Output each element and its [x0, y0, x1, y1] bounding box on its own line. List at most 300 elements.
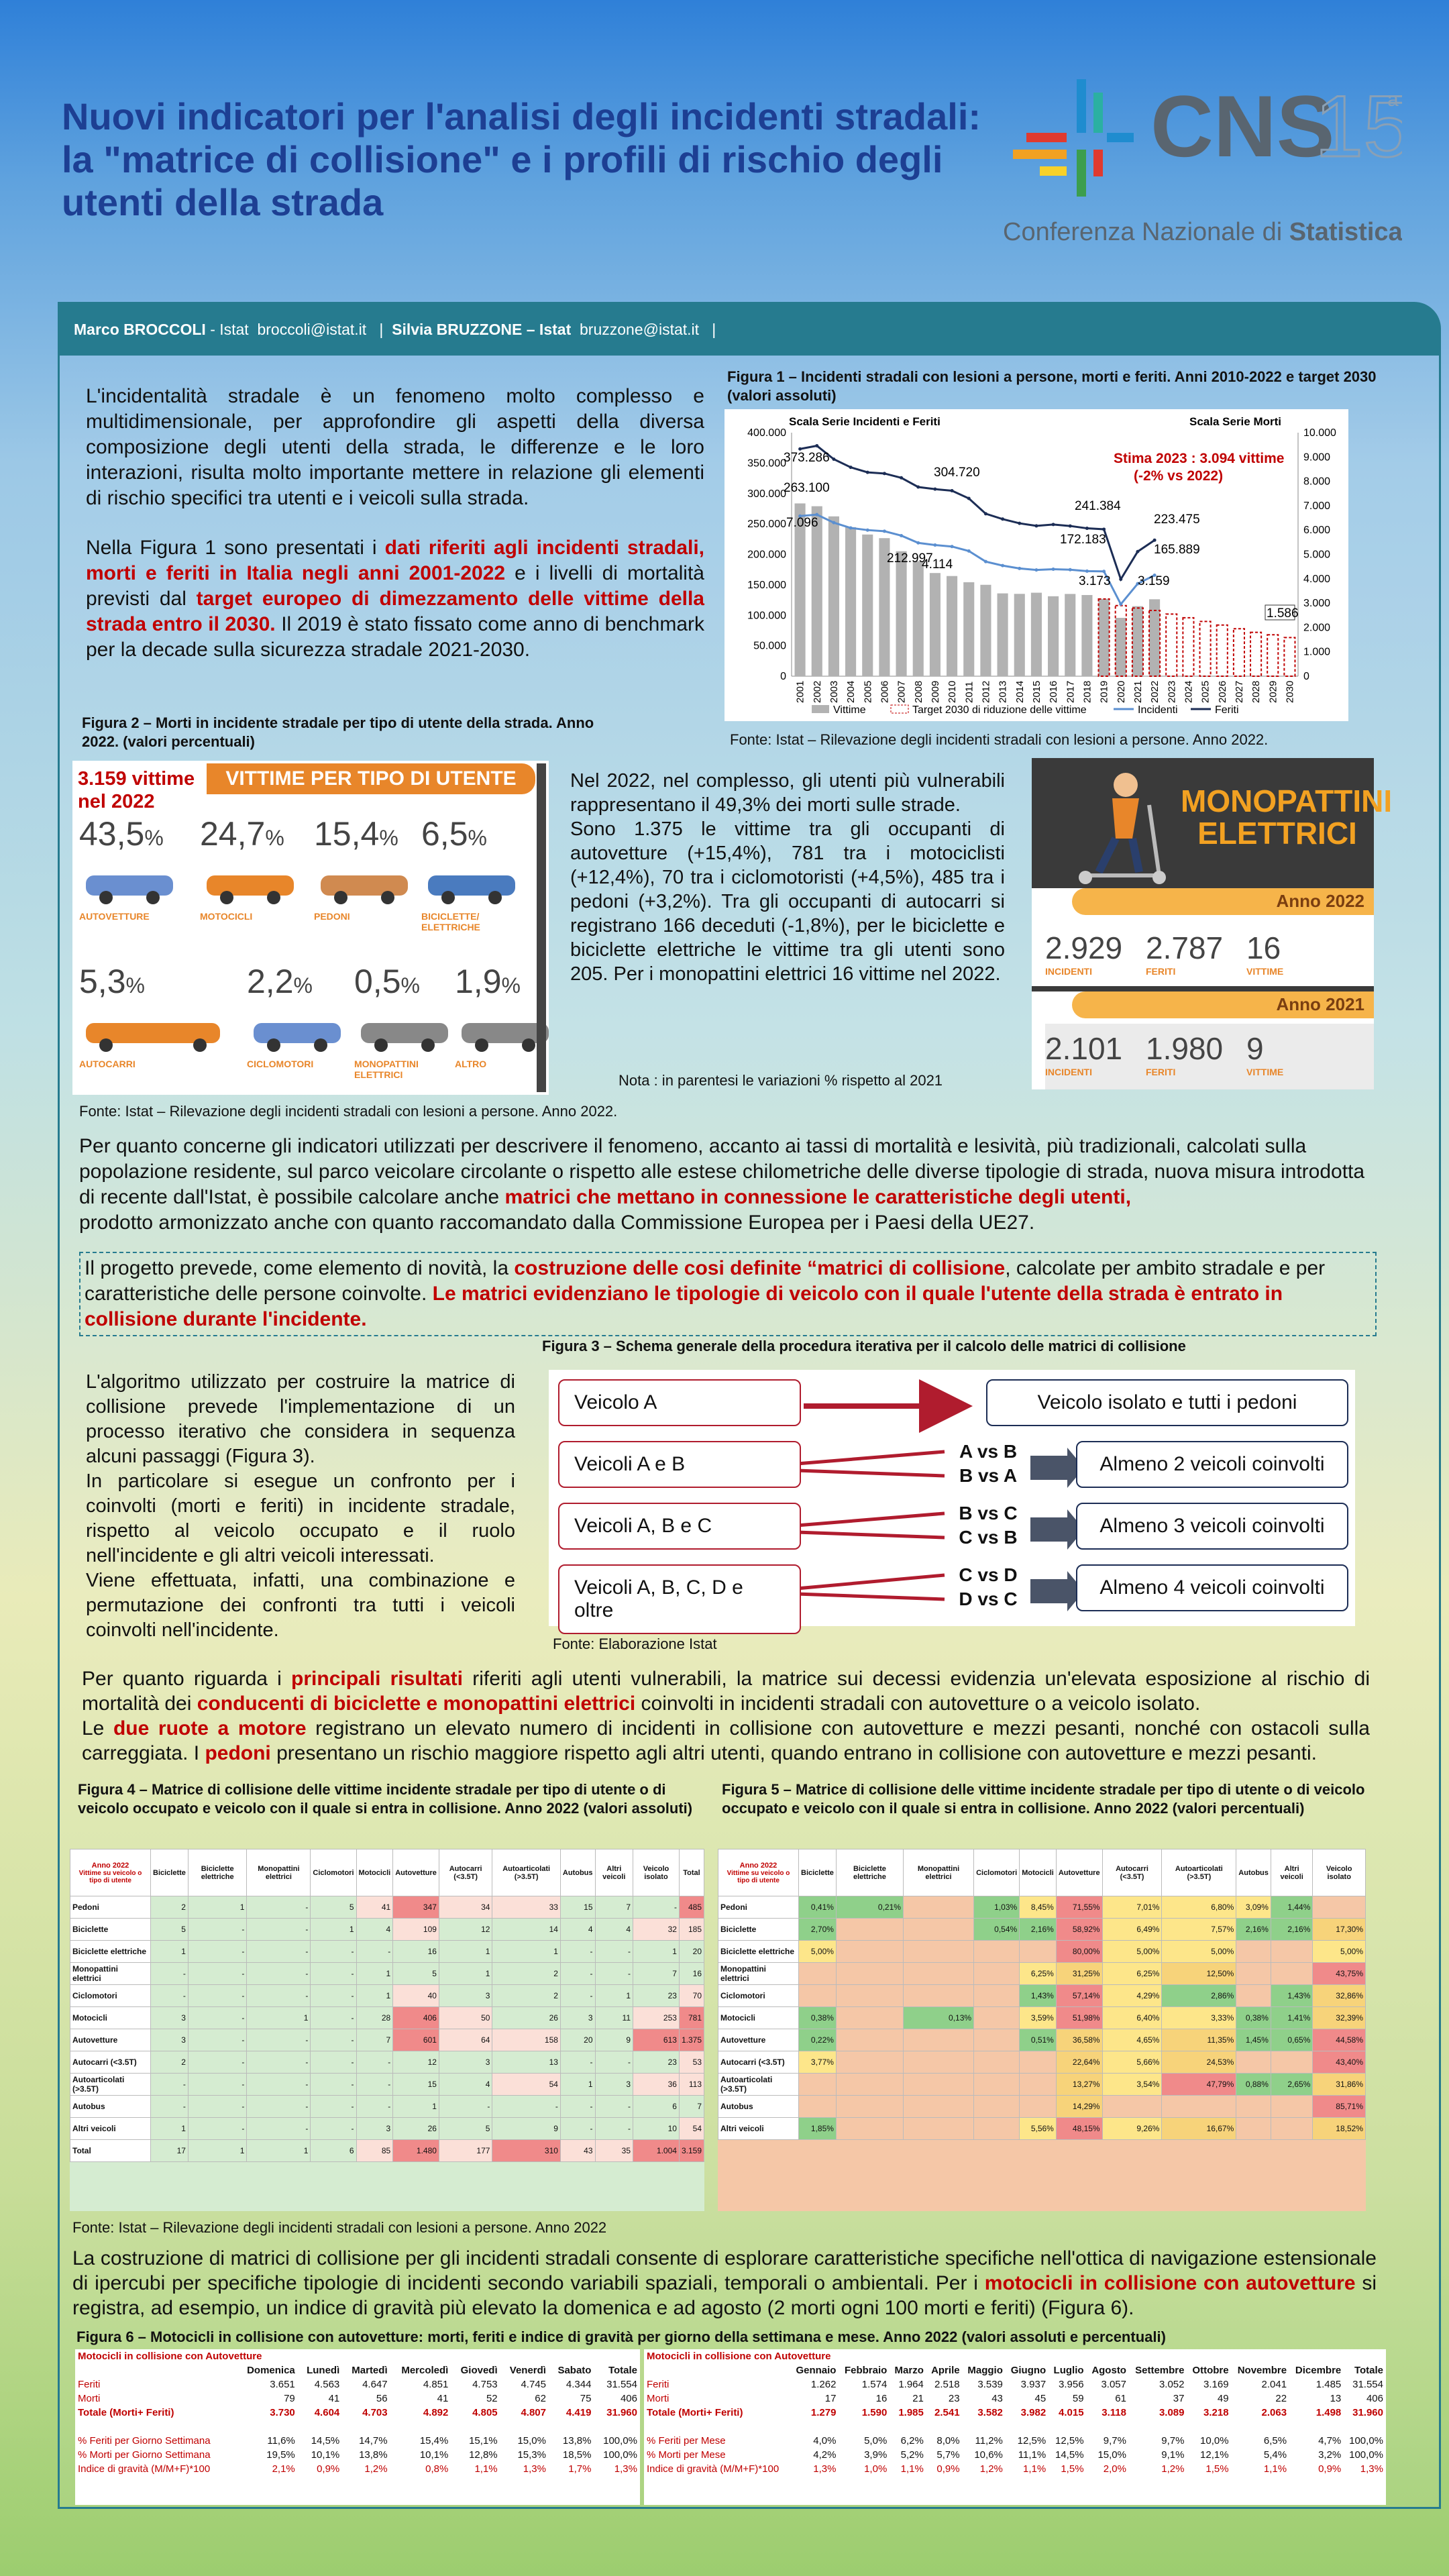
- matrix-row-label: Biciclette: [718, 1919, 799, 1941]
- point-feriti: [951, 489, 954, 492]
- fig6-cell: 1,3%: [523, 2463, 546, 2475]
- table-row: [644, 2420, 1386, 2434]
- mono-stat-label: FERITI: [1146, 1067, 1176, 1077]
- fig1-left-scale: Scala Serie Incidenti e Feriti: [789, 415, 941, 428]
- matrix-cell: 5,00%: [799, 1941, 837, 1963]
- bar-vittime: [862, 535, 873, 676]
- fig1-stima2: (-2% vs 2022): [1134, 468, 1224, 484]
- y-tick-left: 0: [780, 671, 786, 682]
- matrix-cell: [799, 1963, 837, 1985]
- matrix-cell: 5,00%: [1102, 1941, 1162, 1963]
- scooter-rider-icon: [1032, 758, 1179, 888]
- mid-note: Nota : in parentesi le variazioni % rispetto al 2021: [619, 1072, 943, 1089]
- matrix-cell: 3,09%: [1236, 1896, 1271, 1919]
- fig6-cell: 3.651: [270, 2379, 295, 2390]
- bar-target: [1250, 633, 1261, 676]
- matrix-cell: 1,44%: [1271, 1896, 1313, 1919]
- y-tick-right: 10.000: [1303, 427, 1336, 439]
- matrix-cell: 1: [247, 2140, 311, 2162]
- fig3-vs-2: B vs C C vs B: [959, 1503, 1018, 1548]
- fig6-cell: 13: [1330, 2393, 1342, 2404]
- y-tick-right: 2.000: [1303, 622, 1331, 634]
- fig2-label: AUTOCARRI: [79, 1059, 136, 1069]
- matrix-cell: 1: [633, 1941, 680, 1963]
- algo-p2: In particolare si esegue un confronto per i coinvolti (morti e feriti) in incidente stradale, rispetto al veicolo occupato e il ruolo nell'incidente e gli altri veicoli interessati.: [86, 1470, 515, 1566]
- mono-stat: [1246, 930, 1283, 977]
- fig6-cell: 0,9%: [1318, 2463, 1342, 2475]
- matrix-cell: [836, 2096, 903, 2118]
- car-icon: [79, 859, 193, 906]
- matrix-cell: 15: [393, 2074, 439, 2096]
- fig6-cell: [390, 2420, 451, 2434]
- table-row: [75, 2392, 640, 2406]
- x-tick: 2023: [1166, 680, 1178, 703]
- matrix-cell: 64: [439, 2029, 492, 2051]
- mid-text: [570, 769, 1005, 986]
- matrix-cell: 0,65%: [1271, 2029, 1313, 2051]
- matrix-cell: [903, 2074, 973, 2096]
- matrix-cell: -: [188, 1919, 247, 1941]
- matrix-cell: 24,53%: [1162, 2051, 1236, 2074]
- matrix-cell: 2: [151, 1896, 189, 1919]
- fig6-cell: 1,2%: [979, 2463, 1003, 2475]
- matrix-cell: 1: [356, 1985, 393, 2007]
- mono-stat-label: FERITI: [1146, 966, 1176, 977]
- matrix-col-header: Autovetture: [393, 1849, 439, 1896]
- matrix-row-label: Altri veicoli: [718, 2118, 799, 2140]
- matrix-cell: 5: [151, 1919, 189, 1941]
- matrix-row-label: Monopattini elettrici: [718, 1963, 799, 1985]
- matrix-cell: -: [151, 1963, 189, 1985]
- fig2-value: 0,5%: [354, 963, 420, 1000]
- matrix-cell: 4,29%: [1102, 1985, 1162, 2007]
- fig6-cell: 3.539: [977, 2379, 1003, 2390]
- bar-target: [1183, 618, 1193, 676]
- matrix-cell: 4: [439, 2074, 492, 2096]
- bar-vittime: [913, 561, 924, 676]
- fig6-cell: [342, 2420, 390, 2434]
- fig6-col-header: Aprile: [931, 2365, 960, 2376]
- fig1-label: 223.475: [1154, 513, 1200, 527]
- fig6-cell: 0,8%: [425, 2463, 449, 2475]
- fig6-cell: 23: [948, 2393, 960, 2404]
- fig2-item: [421, 814, 535, 949]
- point-feriti: [1069, 525, 1072, 528]
- intro-p2: Nella Figura 1 sono presentati i dati riferiti agli incidenti stradali, morti e feriti in Italia negli anni 2001-2022 e i livelli di mortalità previsti dal target europeo di dimezzamento delle vittime della strada entro il 2030. Il 2019 è stato fissato come anno di benchmark per la decade sulla sicurezza stradale 2021-2030.: [86, 537, 705, 661]
- separator-2: |: [712, 321, 716, 338]
- matrix-cell: -: [595, 1941, 633, 1963]
- matrix-cell: [1236, 1941, 1271, 1963]
- matrix-cell: [1102, 2096, 1162, 2118]
- matrix-cell: -: [247, 2051, 311, 2074]
- matrix-cell: [1313, 1896, 1366, 1919]
- fig6-cell: 100,0%: [1349, 2449, 1383, 2461]
- point-incidenti: [1102, 570, 1106, 573]
- mono-stat: [1146, 1030, 1223, 1077]
- point-incidenti: [1052, 568, 1055, 571]
- fig6-table-title: Motocicli in collisione con Autovetture: [78, 2351, 262, 2362]
- matrix-cell: 32: [633, 1919, 680, 1941]
- fig6-cell: [1049, 2420, 1086, 2434]
- matrix-row-label: Autovetture: [70, 2029, 151, 2051]
- fig6-col-header: Gennaio: [796, 2365, 837, 2376]
- fig6-cell: [1087, 2420, 1129, 2434]
- matrix-cell: -: [188, 2118, 247, 2140]
- matrix-cell: 4: [560, 1919, 595, 1941]
- fig2-value: 43,5%: [79, 815, 164, 853]
- point-incidenti: [1034, 568, 1038, 572]
- fig6-cell: 1,1%: [900, 2463, 924, 2475]
- fig6-cell: 15,1%: [469, 2435, 498, 2447]
- matrix-cell: 1,45%: [1236, 2029, 1271, 2051]
- x-tick: 2008: [912, 680, 924, 703]
- fig6-cell: 2.541: [934, 2407, 960, 2418]
- matrix-cell: [1271, 2118, 1313, 2140]
- table-row: [70, 2096, 704, 2118]
- fig6-cell: 100,0%: [603, 2449, 637, 2461]
- bar-vittime: [1099, 599, 1110, 676]
- matrix-cell: [903, 1919, 973, 1941]
- matrix-cell: -: [188, 1963, 247, 1985]
- fig2-label: CICLOMOTORI: [247, 1059, 314, 1069]
- x-tick: 2018: [1081, 680, 1093, 703]
- fig6-cell: 3,2%: [1318, 2449, 1342, 2461]
- fig6-cell: 1,2%: [364, 2463, 388, 2475]
- matrix-cell: 310: [492, 2140, 561, 2162]
- fig6-cell: 18,5%: [562, 2449, 592, 2461]
- matrix-cell: -: [560, 2051, 595, 2074]
- fig6-cell: [1289, 2420, 1344, 2434]
- table-row: [70, 2029, 704, 2051]
- bar-target: [1267, 635, 1278, 676]
- fig6-row-label: % Morti per Mese: [647, 2449, 726, 2461]
- fig6-cell: 10,1%: [311, 2449, 340, 2461]
- matrix-row-label: Autobus: [718, 2096, 799, 2118]
- matrix-cell: 48,15%: [1056, 2118, 1102, 2140]
- matrix-cell: 43,40%: [1313, 2051, 1366, 2074]
- matrix-cell: 1,43%: [1271, 1985, 1313, 2007]
- fig6-row-label: Feriti: [647, 2379, 669, 2390]
- intro-p1: L'incidentalità stradale è un fenomeno molto complesso e multidimensionale, per approfondire gli aspetti della diversa composizione degli utenti della strada, le differenze e le loro interazioni, risulta molto importante mettere in relazione gli elementi di rischio specifici tra utenti e i veicoli sulla strada.: [86, 385, 704, 509]
- fig6-cell: [1232, 2420, 1290, 2434]
- author-2-email[interactable]: bruzzone@istat.it: [580, 321, 700, 338]
- author-1-email[interactable]: broccoli@istat.it: [257, 321, 367, 338]
- matrix-row-label: Autobus: [70, 2096, 151, 2118]
- matrix-cell: 3: [356, 2118, 393, 2140]
- fig1-label: 373.286: [784, 451, 830, 465]
- point-incidenti: [1069, 568, 1072, 572]
- matrix-col-header: Autoarticolati (>3.5T): [492, 1849, 561, 1896]
- mono-stat-value: 9: [1246, 1031, 1264, 1066]
- x-tick: 2028: [1250, 680, 1263, 703]
- fig6-cell: 0,9%: [936, 2463, 960, 2475]
- fig6-cell: 37: [1173, 2393, 1185, 2404]
- matrix-cell: 23: [633, 1985, 680, 2007]
- moped-icon: [247, 1006, 361, 1053]
- matrix-row-label: Pedoni: [70, 1896, 151, 1919]
- matrix-cell: [1162, 2096, 1236, 2118]
- matrix-cell: 4: [595, 1919, 633, 1941]
- fig6-cell: 1.262: [810, 2379, 837, 2390]
- fig3-vs-1: A vs B B vs A: [959, 1441, 1018, 1486]
- fig6-cell: 1,2%: [1161, 2463, 1185, 2475]
- matrix-row-label: Altri veicoli: [70, 2118, 151, 2140]
- table-row: [718, 2007, 1366, 2029]
- x-tick: 2011: [963, 681, 975, 703]
- matrix-cell: 6,25%: [1102, 1963, 1162, 1985]
- matrix-cell: 2,16%: [1020, 1919, 1057, 1941]
- bar-target: [1200, 621, 1211, 676]
- table-row: [70, 1963, 704, 1985]
- matrix-cell: [836, 1963, 903, 1985]
- matrix-cell: -: [560, 2118, 595, 2140]
- fig6-cell: 10,1%: [419, 2449, 449, 2461]
- fig6-table-title: Motocicli in collisione con Autovetture: [647, 2351, 831, 2362]
- point-feriti: [1034, 524, 1038, 527]
- fig6-col-header: Febbraio: [844, 2365, 888, 2376]
- fig3-source: Fonte: Elaborazione Istat: [553, 1635, 717, 1652]
- fig6-cell: 5,0%: [864, 2435, 888, 2447]
- fig6-cell: 1,3%: [813, 2463, 837, 2475]
- fig6-cell: 3.937: [1020, 2379, 1046, 2390]
- matrix-cell: 11,35%: [1162, 2029, 1236, 2051]
- matrix-cell: 7: [595, 1896, 633, 1919]
- matrix-col-header: Veicolo isolato: [633, 1849, 680, 1896]
- fig6-cell: [451, 2420, 500, 2434]
- point-feriti: [866, 471, 869, 474]
- fig6-cell: 13,8%: [359, 2449, 388, 2461]
- matrix-cell: -: [560, 1985, 595, 2007]
- fig6-cell: 1.485: [1316, 2379, 1342, 2390]
- matrix-corner: Anno 2022 Vittime su veicolo o tipo di utente: [70, 1849, 151, 1896]
- matrix-row-label: Autocarri (<3.5T): [718, 2051, 799, 2074]
- fig6-cell: 43: [991, 2393, 1003, 2404]
- fig6-cell: 4.703: [362, 2407, 388, 2418]
- p4-text: Per quanto riguarda i principali risultati riferiti agli utenti vulnerabili, la matrice sui decessi evidenzia un'elevata esposizione al rischio di mortalità dei conducenti di biciclette e monopattini elettrici coinvolti in incidenti stradali con autovetture o a veicolo isolato. Le due ruote a motore registrano un elevato numero di incidenti in collisione con autovetture e mezzi pesanti, nonché con ostacoli sulla carreggiata. I pedoni presentano un rischio maggiore rispetto agli altri utenti, quando entrano in collisione con autovetture e mezzi pesanti.: [82, 1668, 1371, 1764]
- fig6-cell: 4,0%: [813, 2435, 837, 2447]
- matrix-cell: 6: [633, 2096, 680, 2118]
- matrix-cell: 2,70%: [799, 1919, 837, 1941]
- matrix-cell: 26: [393, 2118, 439, 2140]
- fig1-stima: Stima 2023 : 3.094 vittime: [1114, 451, 1285, 466]
- matrix-cell: [1236, 1963, 1271, 1985]
- fig2-infographic: [72, 761, 549, 1095]
- matrix-cell: -: [311, 2007, 356, 2029]
- fig3-left-2: Veicoli A e B: [558, 1441, 801, 1488]
- matrix-cell: [836, 1941, 903, 1963]
- x-tick: 2030: [1284, 680, 1296, 703]
- matrix-cell: 3,54%: [1102, 2074, 1162, 2096]
- point-feriti: [1085, 527, 1089, 530]
- y-tick-right: 1.000: [1303, 646, 1331, 658]
- matrix-cell: 10: [633, 2118, 680, 2140]
- matrix-cell: 1: [311, 1919, 356, 1941]
- fig3-vs-3: C vs D D vs C: [959, 1564, 1018, 1609]
- matrix-cell: 14,29%: [1056, 2096, 1102, 2118]
- matrix-cell: -: [560, 1941, 595, 1963]
- mono-stat-value: 2.101: [1045, 1031, 1123, 1066]
- fig1-chart: [724, 409, 1348, 721]
- matrix-col-header: Altri veicoli: [1271, 1849, 1313, 1896]
- matrix-col-header: Biciclette: [151, 1849, 189, 1896]
- point-feriti: [1018, 522, 1021, 525]
- y-tick-right: 9.000: [1303, 451, 1331, 464]
- matrix-cell: [836, 1985, 903, 2007]
- fig2-label: AUTOVETTURE: [79, 911, 150, 922]
- fig6-cell: 3.169: [1203, 2379, 1229, 2390]
- fig6-cell: [926, 2420, 963, 2434]
- x-tick: 2022: [1149, 680, 1161, 703]
- matrix-col-header: Biciclette: [799, 1849, 837, 1896]
- fig6-cell: [790, 2420, 839, 2434]
- fig3-right-3: Almeno 3 veicoli coinvolti: [1076, 1503, 1348, 1550]
- matrix-cell: 0,22%: [799, 2029, 837, 2051]
- matrix-cell: -: [356, 2074, 393, 2096]
- fig6-row-label: [644, 2420, 790, 2434]
- matrix-cell: -: [247, 2074, 311, 2096]
- table-row: [75, 2420, 640, 2434]
- matrix-cell: 23: [633, 2051, 680, 2074]
- matrix-cell: [974, 1985, 1020, 2007]
- bar-vittime: [845, 527, 856, 676]
- matrix-cell: 32,86%: [1313, 1985, 1366, 2007]
- y-tick-left: 350.000: [747, 458, 786, 470]
- matrix-cell: 6,25%: [1020, 1963, 1057, 1985]
- fig6-cell: 22: [1275, 2393, 1287, 2404]
- matrix-cell: -: [595, 1963, 633, 1985]
- table-row: [70, 2007, 704, 2029]
- algo-p1: L'algoritmo utilizzato per costruire la matrice di collisione prevede l'implementazione di un processo iterativo che considera in sequenza alcuni passaggi (Figura 3).: [86, 1371, 515, 1467]
- matrix-cell: [1271, 2051, 1313, 2074]
- truck-icon: [79, 1006, 240, 1053]
- logo-subtitle: Conferenza Nazionale di Statistica: [1003, 218, 1402, 246]
- fig6-cell: 4.604: [314, 2407, 340, 2418]
- fig6-cell: 3.730: [270, 2407, 295, 2418]
- matrix-cell: -: [247, 1963, 311, 1985]
- matrix-cell: 2: [151, 2051, 189, 2074]
- matrix-cell: -: [311, 2118, 356, 2140]
- bar-target: [1234, 629, 1244, 676]
- table-row: [718, 1941, 1366, 1963]
- fig6-cell: 100,0%: [1349, 2435, 1383, 2447]
- bar-target: [1166, 614, 1177, 676]
- fig2-label: BICICLETTE/ ELETTRICHE: [421, 911, 480, 932]
- fig6-row-label: Morti: [647, 2393, 669, 2404]
- pedestrian-icon: [314, 859, 428, 906]
- point-feriti: [1136, 550, 1139, 553]
- matrix-cell: [1020, 2074, 1057, 2096]
- point-feriti: [1001, 517, 1004, 521]
- fig6-col-header: Martedì: [352, 2365, 388, 2376]
- fig2-item: [455, 962, 569, 1096]
- matrix-col-header: Monopattini elettrici: [903, 1849, 973, 1896]
- matrix-cell: -: [595, 2051, 633, 2074]
- fig2-label: PEDONI: [314, 911, 350, 922]
- fig6-cell: 3.956: [1059, 2379, 1084, 2390]
- matrix-cell: 1: [439, 1941, 492, 1963]
- matrix-cell: -: [356, 1941, 393, 1963]
- matrix-cell: -: [595, 2096, 633, 2118]
- matrix-cell: 6,49%: [1102, 1919, 1162, 1941]
- fig3-left-4: Veicoli A, B, C, D e oltre: [558, 1564, 801, 1634]
- table-row: [70, 2140, 704, 2162]
- matrix-cell: 485: [679, 1896, 704, 1919]
- matrix-col-header: Biciclette elettriche: [188, 1849, 247, 1896]
- matrix-row-label: Ciclomotori: [70, 1985, 151, 2007]
- fig6-cell: 14,5%: [311, 2435, 340, 2447]
- fig6-cell: 4.892: [423, 2407, 449, 2418]
- fig6-cell: 59: [1072, 2393, 1084, 2404]
- x-tick: 2010: [947, 680, 959, 703]
- fig3-left-3: Veicoli A, B e C: [558, 1503, 801, 1550]
- x-tick: 2027: [1233, 680, 1245, 703]
- point-feriti: [798, 447, 802, 451]
- fig2-label: ALTRO: [455, 1059, 487, 1069]
- matrix-cell: 185: [679, 1919, 704, 1941]
- y-tick-right: 6.000: [1303, 525, 1331, 537]
- highlight-box: Il progetto prevede, come elemento di novità, la costruzione delle cosi definite “matrici di collisione, calcolate per ambito stradale e per caratteristiche delle persone coinvolte. Le matrici evidenziano le tipologie di veicolo con il quale l'utente della strada è entrato in collisione durante l'incidente.: [79, 1252, 1377, 1336]
- fig6-cell: 5,4%: [1263, 2449, 1287, 2461]
- matrix-cell: 3: [151, 2007, 189, 2029]
- fig6-cell: 9,7%: [1103, 2435, 1126, 2447]
- matrix-cell: 1.480: [393, 2140, 439, 2162]
- point-incidenti: [1085, 570, 1089, 573]
- fig2-item: [200, 814, 314, 949]
- fig6-col-header: Giovedì: [460, 2365, 498, 2376]
- matrix-cell: 9: [595, 2029, 633, 2051]
- matrix-cell: 0,13%: [903, 2007, 973, 2029]
- bar-target: [1217, 625, 1228, 676]
- matrix-cell: -: [188, 2029, 247, 2051]
- point-incidenti: [916, 541, 920, 545]
- fig6-cell: 14,5%: [1055, 2449, 1084, 2461]
- fig1-label: 212.997: [887, 551, 933, 566]
- mono-stat-value: 2.787: [1146, 930, 1224, 965]
- matrix-row-label: Biciclette: [70, 1919, 151, 1941]
- fig3-right-2: Almeno 2 veicoli coinvolti: [1076, 1441, 1348, 1488]
- matrix-cell: 22,64%: [1056, 2051, 1102, 2074]
- y-tick-left: 400.000: [747, 427, 786, 439]
- matrix-cell: 3: [439, 2051, 492, 2074]
- fig6-cell: 17: [824, 2393, 837, 2404]
- x-tick: 2016: [1048, 680, 1060, 703]
- fig2-value: 6,5%: [421, 815, 487, 853]
- fig6-row-label: Feriti: [78, 2379, 101, 2390]
- matrix-col-header: Autobus: [560, 1849, 595, 1896]
- fig6-cell: 12,8%: [469, 2449, 498, 2461]
- matrix-cell: 253: [633, 2007, 680, 2029]
- matrix-col-header: Total: [679, 1849, 704, 1896]
- fig6-cell: 406: [620, 2393, 637, 2404]
- fig6-cell: 19,5%: [266, 2449, 295, 2461]
- table-row: [75, 2434, 640, 2448]
- fig6-cell: 9,1%: [1161, 2449, 1185, 2461]
- fig6-cell: 41: [437, 2393, 449, 2404]
- matrix-cell: 0,41%: [799, 1896, 837, 1919]
- x-tick: 2004: [845, 680, 857, 703]
- fig6-cell: 100,0%: [603, 2435, 637, 2447]
- matrix-cell: 54: [492, 2074, 561, 2096]
- x-tick: 2003: [828, 680, 840, 703]
- fig6-cell: 10,0%: [1200, 2435, 1229, 2447]
- x-tick: 2007: [896, 680, 908, 703]
- fig1-label: 1.586: [1267, 606, 1299, 621]
- matrix-cell: 158: [492, 2029, 561, 2051]
- fig6-cell: 4.563: [314, 2379, 340, 2390]
- fig6-cell: 1,7%: [568, 2463, 592, 2475]
- table-row: [70, 1941, 704, 1963]
- matrix-cell: 9,26%: [1102, 2118, 1162, 2140]
